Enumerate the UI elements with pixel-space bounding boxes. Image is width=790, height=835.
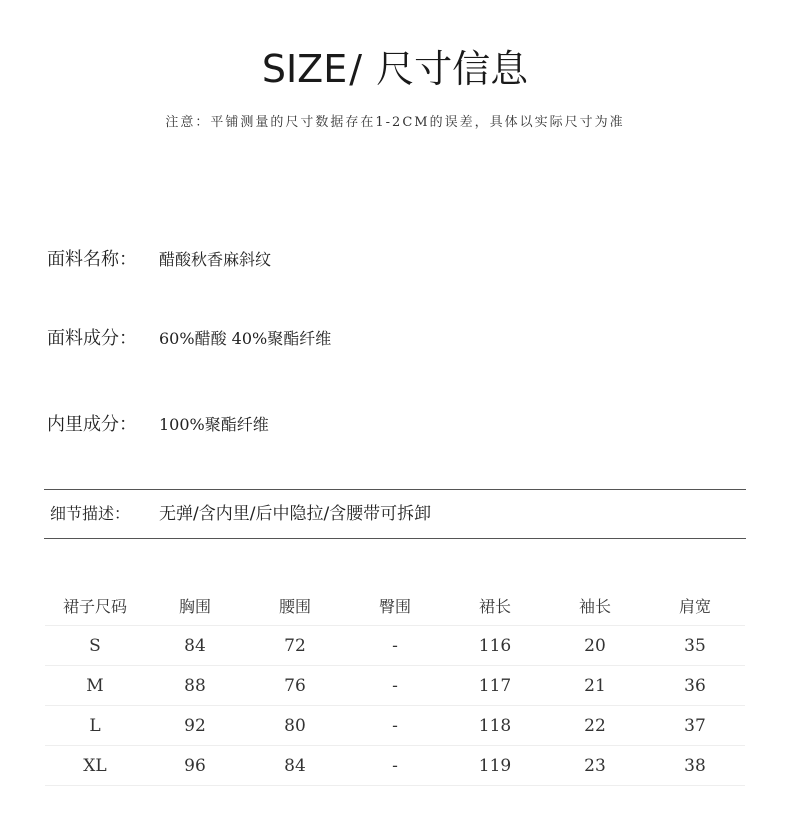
cell-sleeve-length: 21: [545, 666, 645, 706]
cell-shoulder-width: 38: [645, 746, 745, 786]
fabric-name-row: [47, 247, 271, 273]
cell-shoulder-width: 36: [645, 666, 745, 706]
table-row: [45, 706, 745, 746]
fabric-name-label: 面料名称：: [47, 249, 137, 270]
cell-hip: -: [345, 626, 445, 666]
cell-size: S: [45, 626, 145, 666]
page-title: [0, 44, 790, 94]
header-waist: 腰围: [245, 585, 345, 626]
cell-bust: 88: [145, 666, 245, 706]
cell-shoulder-width: 35: [645, 626, 745, 666]
header-skirt-length: 裙长: [445, 585, 545, 626]
detail-description-value: 无弹/含内里/后中隐拉/含腰带可拆卸: [159, 504, 432, 524]
lining-composition-row: [47, 412, 269, 438]
cell-skirt-length: 118: [445, 706, 545, 746]
detail-description-box: [44, 489, 746, 539]
table-row: [45, 626, 745, 666]
header-shoulder-width: 肩宽: [645, 585, 745, 626]
cell-bust: 92: [145, 706, 245, 746]
cell-waist: 84: [245, 746, 345, 786]
cell-size: XL: [45, 746, 145, 786]
title-size-text: SIZE: [261, 47, 348, 91]
cell-waist: 80: [245, 706, 345, 746]
cell-skirt-length: 116: [445, 626, 545, 666]
detail-description-label: 细节描述：: [50, 504, 131, 523]
fabric-name-value: 醋酸秋香麻斜纹: [159, 250, 272, 269]
cell-hip: -: [345, 666, 445, 706]
cell-skirt-length: 119: [445, 746, 545, 786]
measurement-note: 注意：平铺测量的尺寸数据存在1-2CM的误差，具体以实际尺寸为准: [165, 115, 625, 130]
cell-hip: -: [345, 746, 445, 786]
title-cn-text: 尺寸信息: [376, 47, 529, 91]
cell-size: M: [45, 666, 145, 706]
table-row: [45, 746, 745, 786]
header-size: 裙子尺码: [45, 585, 145, 626]
size-table: [45, 585, 745, 786]
size-table-header-row: [45, 585, 745, 626]
cell-bust: 84: [145, 626, 245, 666]
cell-bust: 96: [145, 746, 245, 786]
cell-skirt-length: 117: [445, 666, 545, 706]
cell-sleeve-length: 22: [545, 706, 645, 746]
lining-composition-label: 内里成分：: [47, 414, 137, 435]
header-hip: 臀围: [345, 585, 445, 626]
cell-shoulder-width: 37: [645, 706, 745, 746]
header-sleeve-length: 袖长: [545, 585, 645, 626]
cell-waist: 72: [245, 626, 345, 666]
lining-composition-value: 100%聚酯纤维: [159, 415, 269, 434]
cell-waist: 76: [245, 666, 345, 706]
title-slash: /: [349, 47, 363, 91]
cell-hip: -: [345, 706, 445, 746]
fabric-composition-row: [47, 326, 331, 352]
fabric-composition-label: 面料成分：: [47, 328, 137, 349]
cell-sleeve-length: 23: [545, 746, 645, 786]
cell-sleeve-length: 20: [545, 626, 645, 666]
fabric-composition-value: 60%醋酸 40%聚酯纤维: [159, 329, 332, 348]
header-bust: 胸围: [145, 585, 245, 626]
cell-size: L: [45, 706, 145, 746]
table-row: [45, 666, 745, 706]
